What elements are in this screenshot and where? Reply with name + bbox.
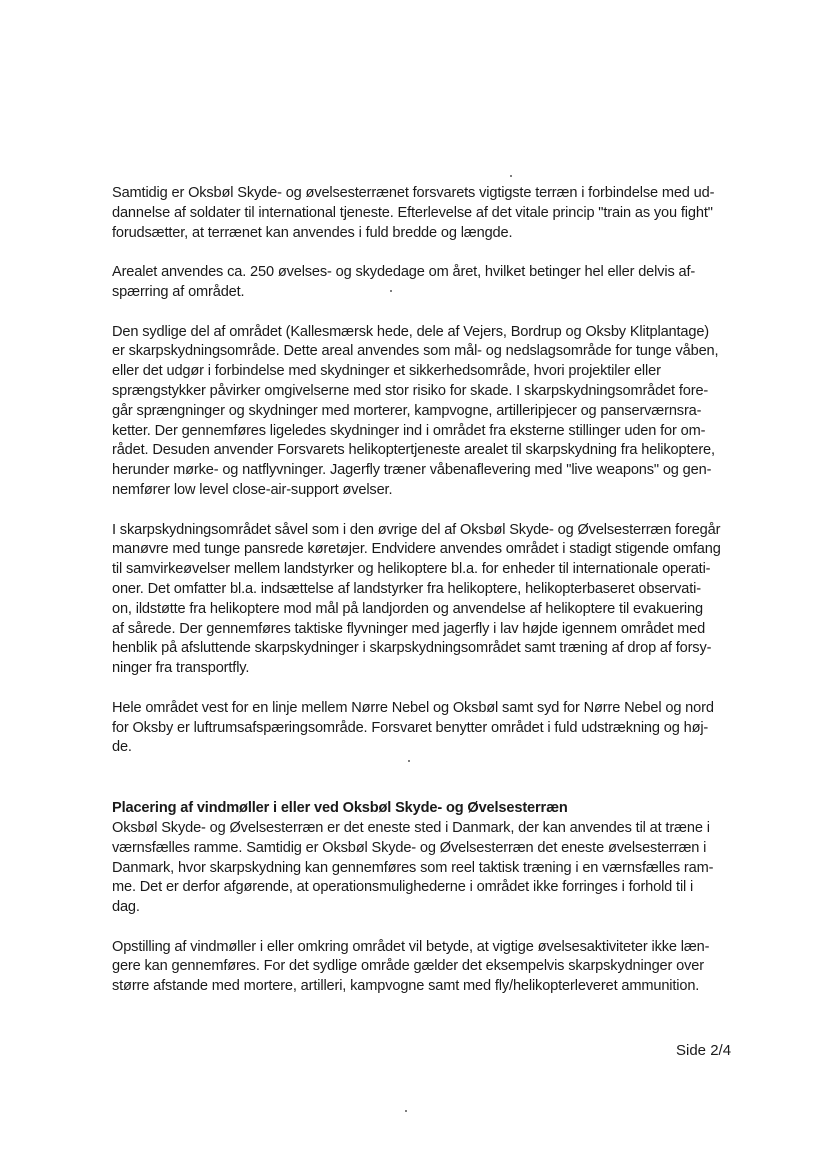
text-line: rådet. Desuden anvender Forsvarets helikoptertjeneste arealet til skarpskydning fra helikoptere,: [112, 442, 715, 459]
text-line: ketter. Der gennemføres ligeledes skydninger ind i området fra eksterne stillinger uden for om-: [112, 422, 706, 439]
paragraph: [112, 323, 724, 501]
section-heading: Placering af vindmøller i eller ved Oksbøl Skyde- og Øvelsesterræn: [112, 800, 568, 817]
paragraph: [112, 263, 724, 303]
text-line: af sårede. Der gennemføres taktiske flyvninger med jagerfly i lav højde igennem området med: [112, 620, 706, 637]
text-line: on, ildstøtte fra helikoptere mod mål på landjorden og anvendelse af helikoptere til evakuering: [112, 600, 703, 617]
text-line: oner. Det omfatter bl.a. indsættelse af landstyrker fra helikoptere, helikopterbaseret observati-: [112, 580, 701, 597]
text-line: gere kan gennemføres. For det sydlige område gælder det eksempelvis skarpskydninger over: [112, 958, 704, 975]
text-line: Opstilling af vindmøller i eller omkring området vil betyde, at vigtige øvelsesaktiviteter ikke læn-: [112, 938, 710, 955]
text-line: forudsætter, at terrænet kan anvendes i fuld bredde og længde.: [112, 224, 513, 241]
text-line: Hele området vest for en linje mellem Nørre Nebel og Oksbøl samt syd for Nørre Nebel og nord: [112, 699, 714, 716]
paragraph: [112, 938, 724, 997]
section-wind-turbines: [112, 799, 724, 997]
text-line: henblik på afsluttende skarpskydninger i skarpskydningsområdet samt træning af drop af forsy-: [112, 640, 712, 657]
text-line: for Oksby er luftrumsafspæringsområde. Forsvaret benytter området i fuld udstrækning og høj-: [112, 719, 709, 736]
scan-speck: [510, 175, 512, 177]
text-line: dag.: [112, 899, 140, 916]
paragraph: [112, 819, 724, 918]
text-line: ninger fra transportfly.: [112, 660, 250, 677]
text-line: herunder mørke- og natflyvninger. Jagerfly træner våbenaflevering med "live weapons" og gen-: [112, 462, 712, 479]
page-number: Side 2/4: [676, 1042, 732, 1059]
text-line: Arealet anvendes ca. 250 øvelses- og skydedage om året, hvilket betinger hel eller delvis af-: [112, 264, 696, 281]
paragraph: [112, 699, 724, 758]
text-line: de.: [112, 739, 132, 756]
text-line: Oksbøl Skyde- og Øvelsesterræn er det eneste sted i Danmark, der kan anvendes til at træne i: [112, 819, 710, 836]
text-line: nemfører low level close-air-support øvelser.: [112, 481, 393, 498]
text-line: I skarpskydningsområdet såvel som i den øvrige del af Oksbøl Skyde- og Øvelsesterræn foregår: [112, 521, 721, 538]
document-body: [112, 184, 724, 1017]
text-line: manøvre med tunge pansrede køretøjer. Endvidere anvendes området i stadigt stigende omfang: [112, 541, 721, 558]
paragraph: [112, 184, 724, 243]
text-line: Danmark, hvor skarpskydning kan gennemføres som reel taktisk træning i en værnsfælles ram-: [112, 859, 714, 876]
text-line: me. Det er derfor afgørende, at operationsmulighederne i området ikke forringes i forhold til i: [112, 879, 694, 896]
scan-speck: [405, 1110, 407, 1112]
text-line: Den sydlige del af området (Kallesmærsk hede, dele af Vejers, Bordrup og Oksby Klitplantage): [112, 323, 710, 340]
text-line: eller det udgør i forbindelse med skydninger et sikkerhedsområde, hvori projektiler eller: [112, 363, 661, 380]
text-line: større afstande med mortere, artilleri, kampvogne samt med fly/helikopterleveret ammunition.: [112, 978, 700, 995]
text-line: sprængstykker påvirker omgivelserne med stor risiko for skade. I skarpskydningsområdet fore-: [112, 382, 709, 399]
paragraph: [112, 521, 724, 679]
text-line: spærring af området.: [112, 283, 245, 300]
text-line: Samtidig er Oksbøl Skyde- og øvelsesterrænet forsvarets vigtigste terræn i forbindelse med ud-: [112, 185, 715, 201]
text-line: værnsfælles ramme. Samtidig er Oksbøl Skyde- og Øvelsesterræn det eneste øvelsesterræn i: [112, 839, 707, 856]
text-line: er skarpskydningsområde. Dette areal anvendes som mål- og nedslagsområde for tunge våben,: [112, 343, 719, 360]
text-line: går sprængninger og skydninger med morterer, kampvogne, artilleripjecer og panserværnsra-: [112, 402, 702, 419]
text-line: dannelse af soldater til international tjeneste. Efterlevelse af det vitale princip "train as you fight": [112, 204, 713, 221]
text-line: til samvirkeøvelser mellem landstyrker og helikoptere bl.a. for enheder til internationale operati-: [112, 561, 711, 578]
